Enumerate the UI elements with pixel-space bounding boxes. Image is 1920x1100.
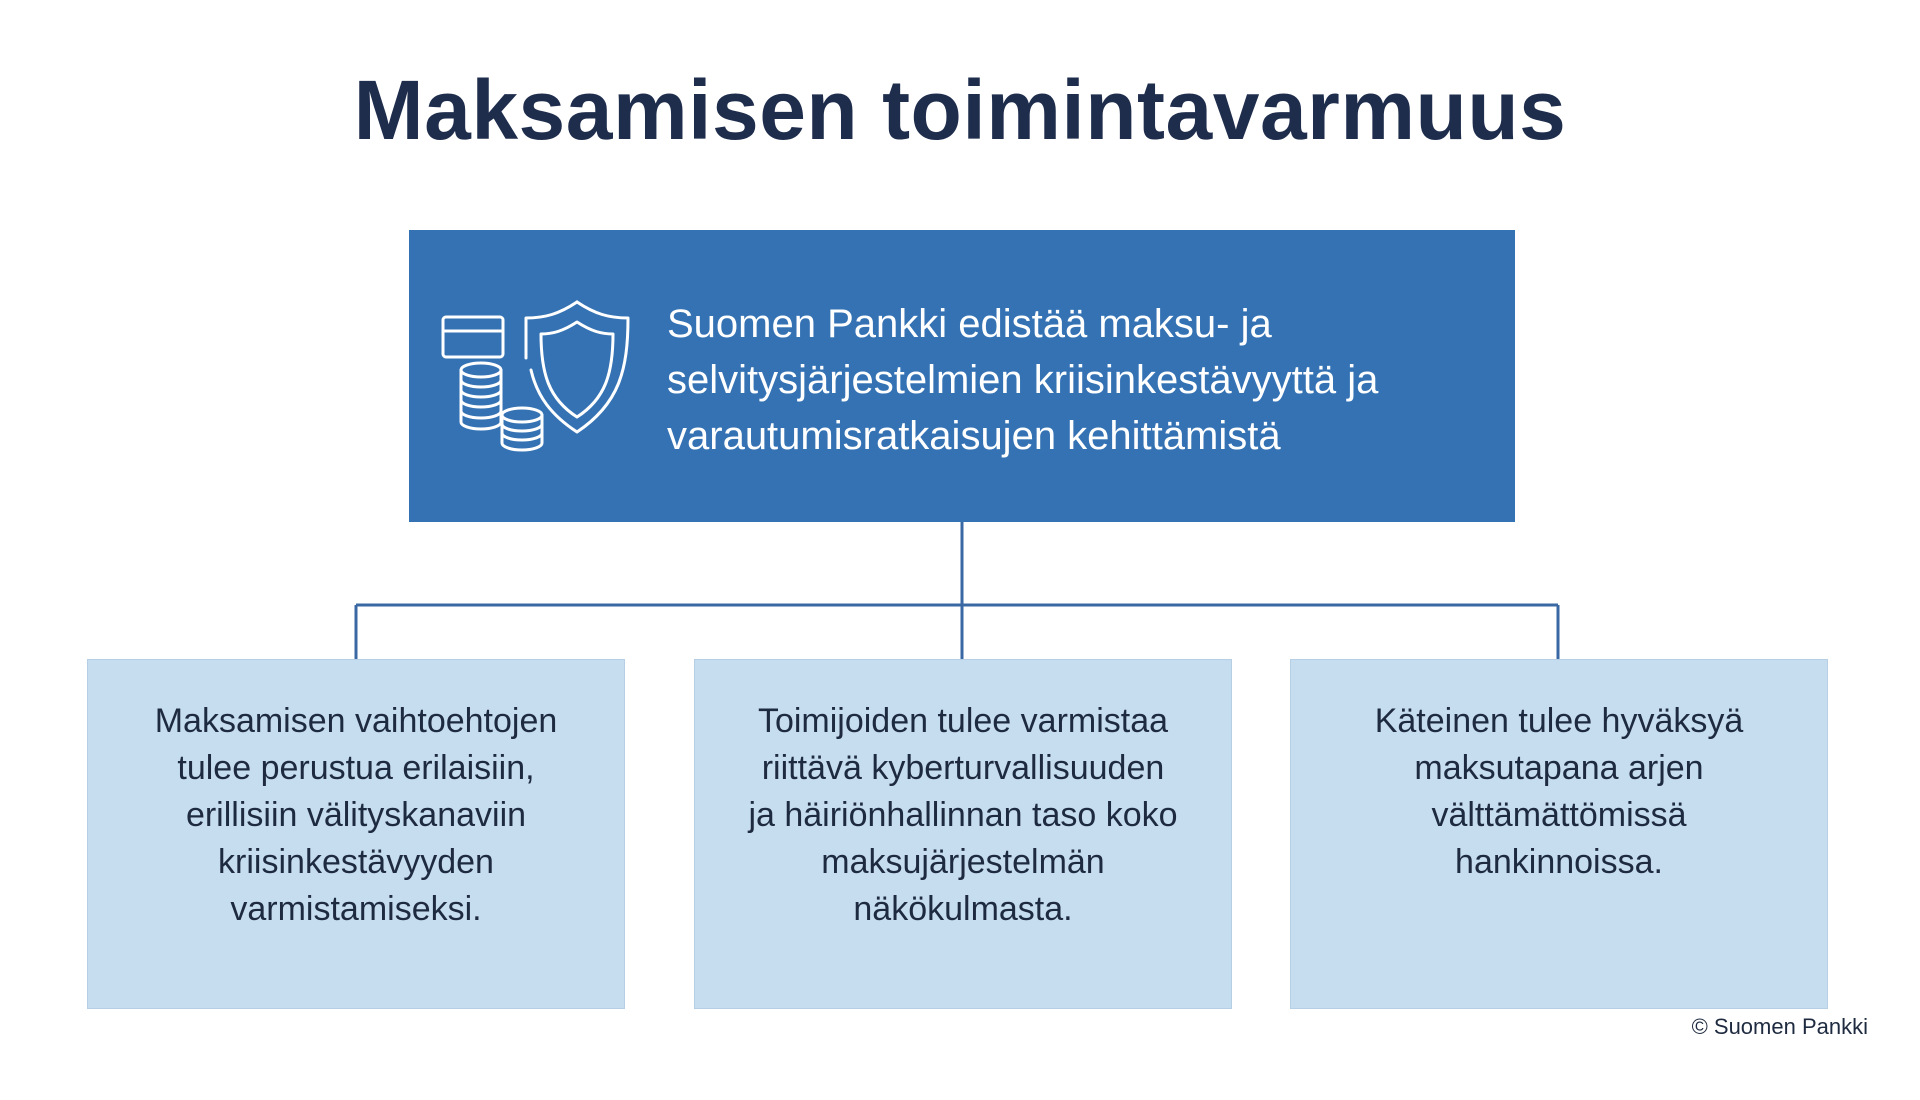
box-cash-acceptance	[1290, 659, 1828, 1009]
box-text	[728, 698, 1198, 1008]
box-line: maksutapana arjen	[1414, 749, 1704, 787]
box-line: riittävä kyberturvallisuuden	[761, 749, 1165, 787]
box-line: kriisinkestävyyden	[218, 843, 494, 881]
box-payment-alternatives	[87, 659, 625, 1009]
box-line: ja häiriönhallinnan taso koko	[748, 796, 1178, 834]
box-line: varmistamiseksi.	[230, 890, 482, 928]
copyright-text: © Suomen Pankki	[1691, 1014, 1868, 1039]
box-cybersecurity	[694, 659, 1232, 1009]
box-line: tulee perustua erilaisiin,	[177, 749, 535, 787]
box-text	[131, 698, 581, 1008]
box-line: Toimijoiden tulee varmistaa	[757, 702, 1169, 740]
box-line: näkökulmasta.	[853, 890, 1073, 928]
box-line: välttämättömissä	[1431, 796, 1687, 834]
diagram-title: Maksamisen toimintavarmuus	[353, 63, 1567, 157]
box-line: erillisiin välityskanaviin	[185, 796, 527, 834]
top-box	[409, 230, 1515, 522]
box-line: Maksamisen vaihtoehtojen	[154, 702, 558, 740]
top-box-line: Suomen Pankki edistää maksu- ja	[667, 302, 1272, 346]
top-box-line: selvitysjärjestelmien kriisinkestävyyttä ja	[667, 358, 1379, 402]
box-text	[1354, 698, 1764, 1008]
top-box-text	[667, 296, 1487, 464]
box-line: Käteinen tulee hyväksyä	[1374, 702, 1744, 740]
top-box-line: varautumisratkaisujen kehittämistä	[667, 414, 1281, 458]
box-line: hankinnoissa.	[1455, 843, 1663, 881]
box-line: maksujärjestelmän	[821, 843, 1105, 881]
payment-shield-icon	[439, 300, 634, 465]
